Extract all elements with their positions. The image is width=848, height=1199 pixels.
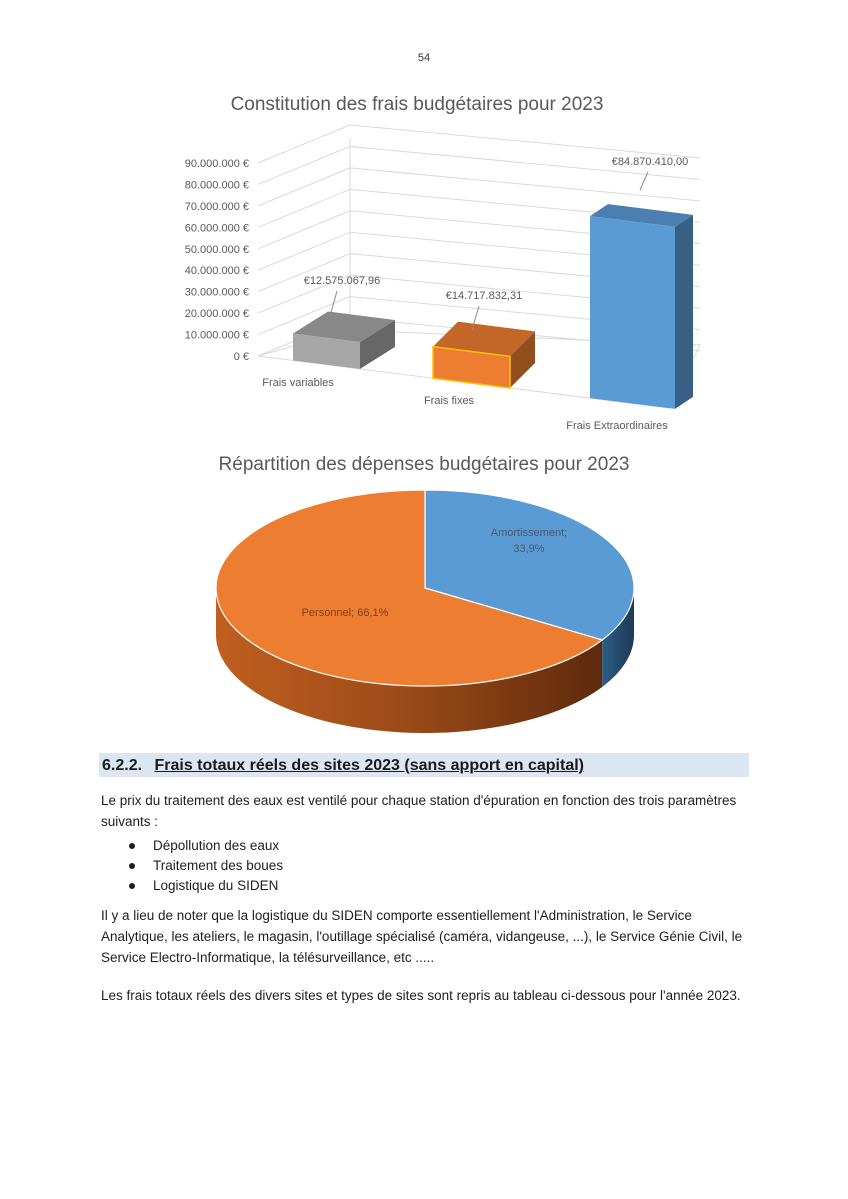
- list-item-text: Traitement des boues: [153, 858, 284, 873]
- pie-data-label: 33,9%: [513, 543, 545, 555]
- x-category-label: Frais Extraordinaires: [566, 420, 668, 432]
- list-item: [101, 836, 283, 856]
- bullet-icon: [129, 863, 135, 869]
- pie-data-label: Personnel; 66,1%: [301, 607, 389, 619]
- x-category-label: Frais variables: [262, 377, 334, 389]
- y-tick-label: 40.000.000 €: [184, 265, 249, 278]
- pie-chart-slices: [216, 490, 634, 733]
- bar-data-label: €12.575.067,96: [303, 275, 381, 287]
- bar-data-label: €84.870.410,00: [611, 156, 689, 168]
- y-tick-label: 0 €: [233, 351, 249, 363]
- section-title: Frais totaux réels des sites 2023 (sans apport en capital): [154, 757, 584, 774]
- y-tick-label: 90.000.000 €: [184, 158, 249, 170]
- list-item-text: Dépollution des eaux: [153, 838, 280, 853]
- list-item: [101, 876, 283, 896]
- list-item: [101, 856, 283, 876]
- y-tick-label: 70.000.000 €: [184, 200, 249, 213]
- list-item-text: Logistique du SIDEN: [153, 878, 279, 893]
- parameter-list: [101, 836, 283, 896]
- paragraph-intro: Le prix du traitement des eaux est ventilé pour chaque station d'épuration en fonction des trois paramètres suivants :: [101, 793, 737, 829]
- y-tick-label: 60.000.000 €: [184, 222, 249, 235]
- bullet-icon: [129, 843, 135, 849]
- bar-data-label: €14.717.832,31: [445, 290, 523, 302]
- pie-chart-title: Répartition des dépenses budgétaires pour 2023: [218, 454, 630, 475]
- bar-chart-title: Constitution des frais budgétaires pour 2023: [230, 94, 604, 115]
- pie-data-label: Amortissement;: [490, 527, 568, 539]
- x-category-label: Frais fixes: [423, 395, 475, 407]
- paragraph-table-intro: Les frais totaux réels des divers sites et types de sites sont repris au tableau ci-dessous pour l'année 2023.: [101, 988, 741, 1003]
- y-tick-label: 20.000.000 €: [184, 308, 249, 321]
- bullet-icon: [129, 883, 135, 889]
- page-number: 54: [417, 52, 431, 64]
- y-tick-label: 10.000.000 €: [184, 329, 249, 342]
- y-tick-label: 50.000.000 €: [184, 243, 249, 256]
- y-tick-label: 30.000.000 €: [184, 286, 249, 299]
- section-number: 6.2.2.: [102, 757, 143, 774]
- y-tick-label: 80.000.000 €: [184, 179, 249, 192]
- paragraph-logistics: Il y a lieu de noter que la logistique du SIDEN comporte essentiellement l'Administration, le Service Analytique, les ateliers, le magasin, l'outillage spécialisé (caméra, vidangeuse, ...), le Service Génie Civil, le Service Electro-Informatique, la télésurveillance, etc .....: [101, 908, 743, 965]
- section-heading: [99, 753, 749, 777]
